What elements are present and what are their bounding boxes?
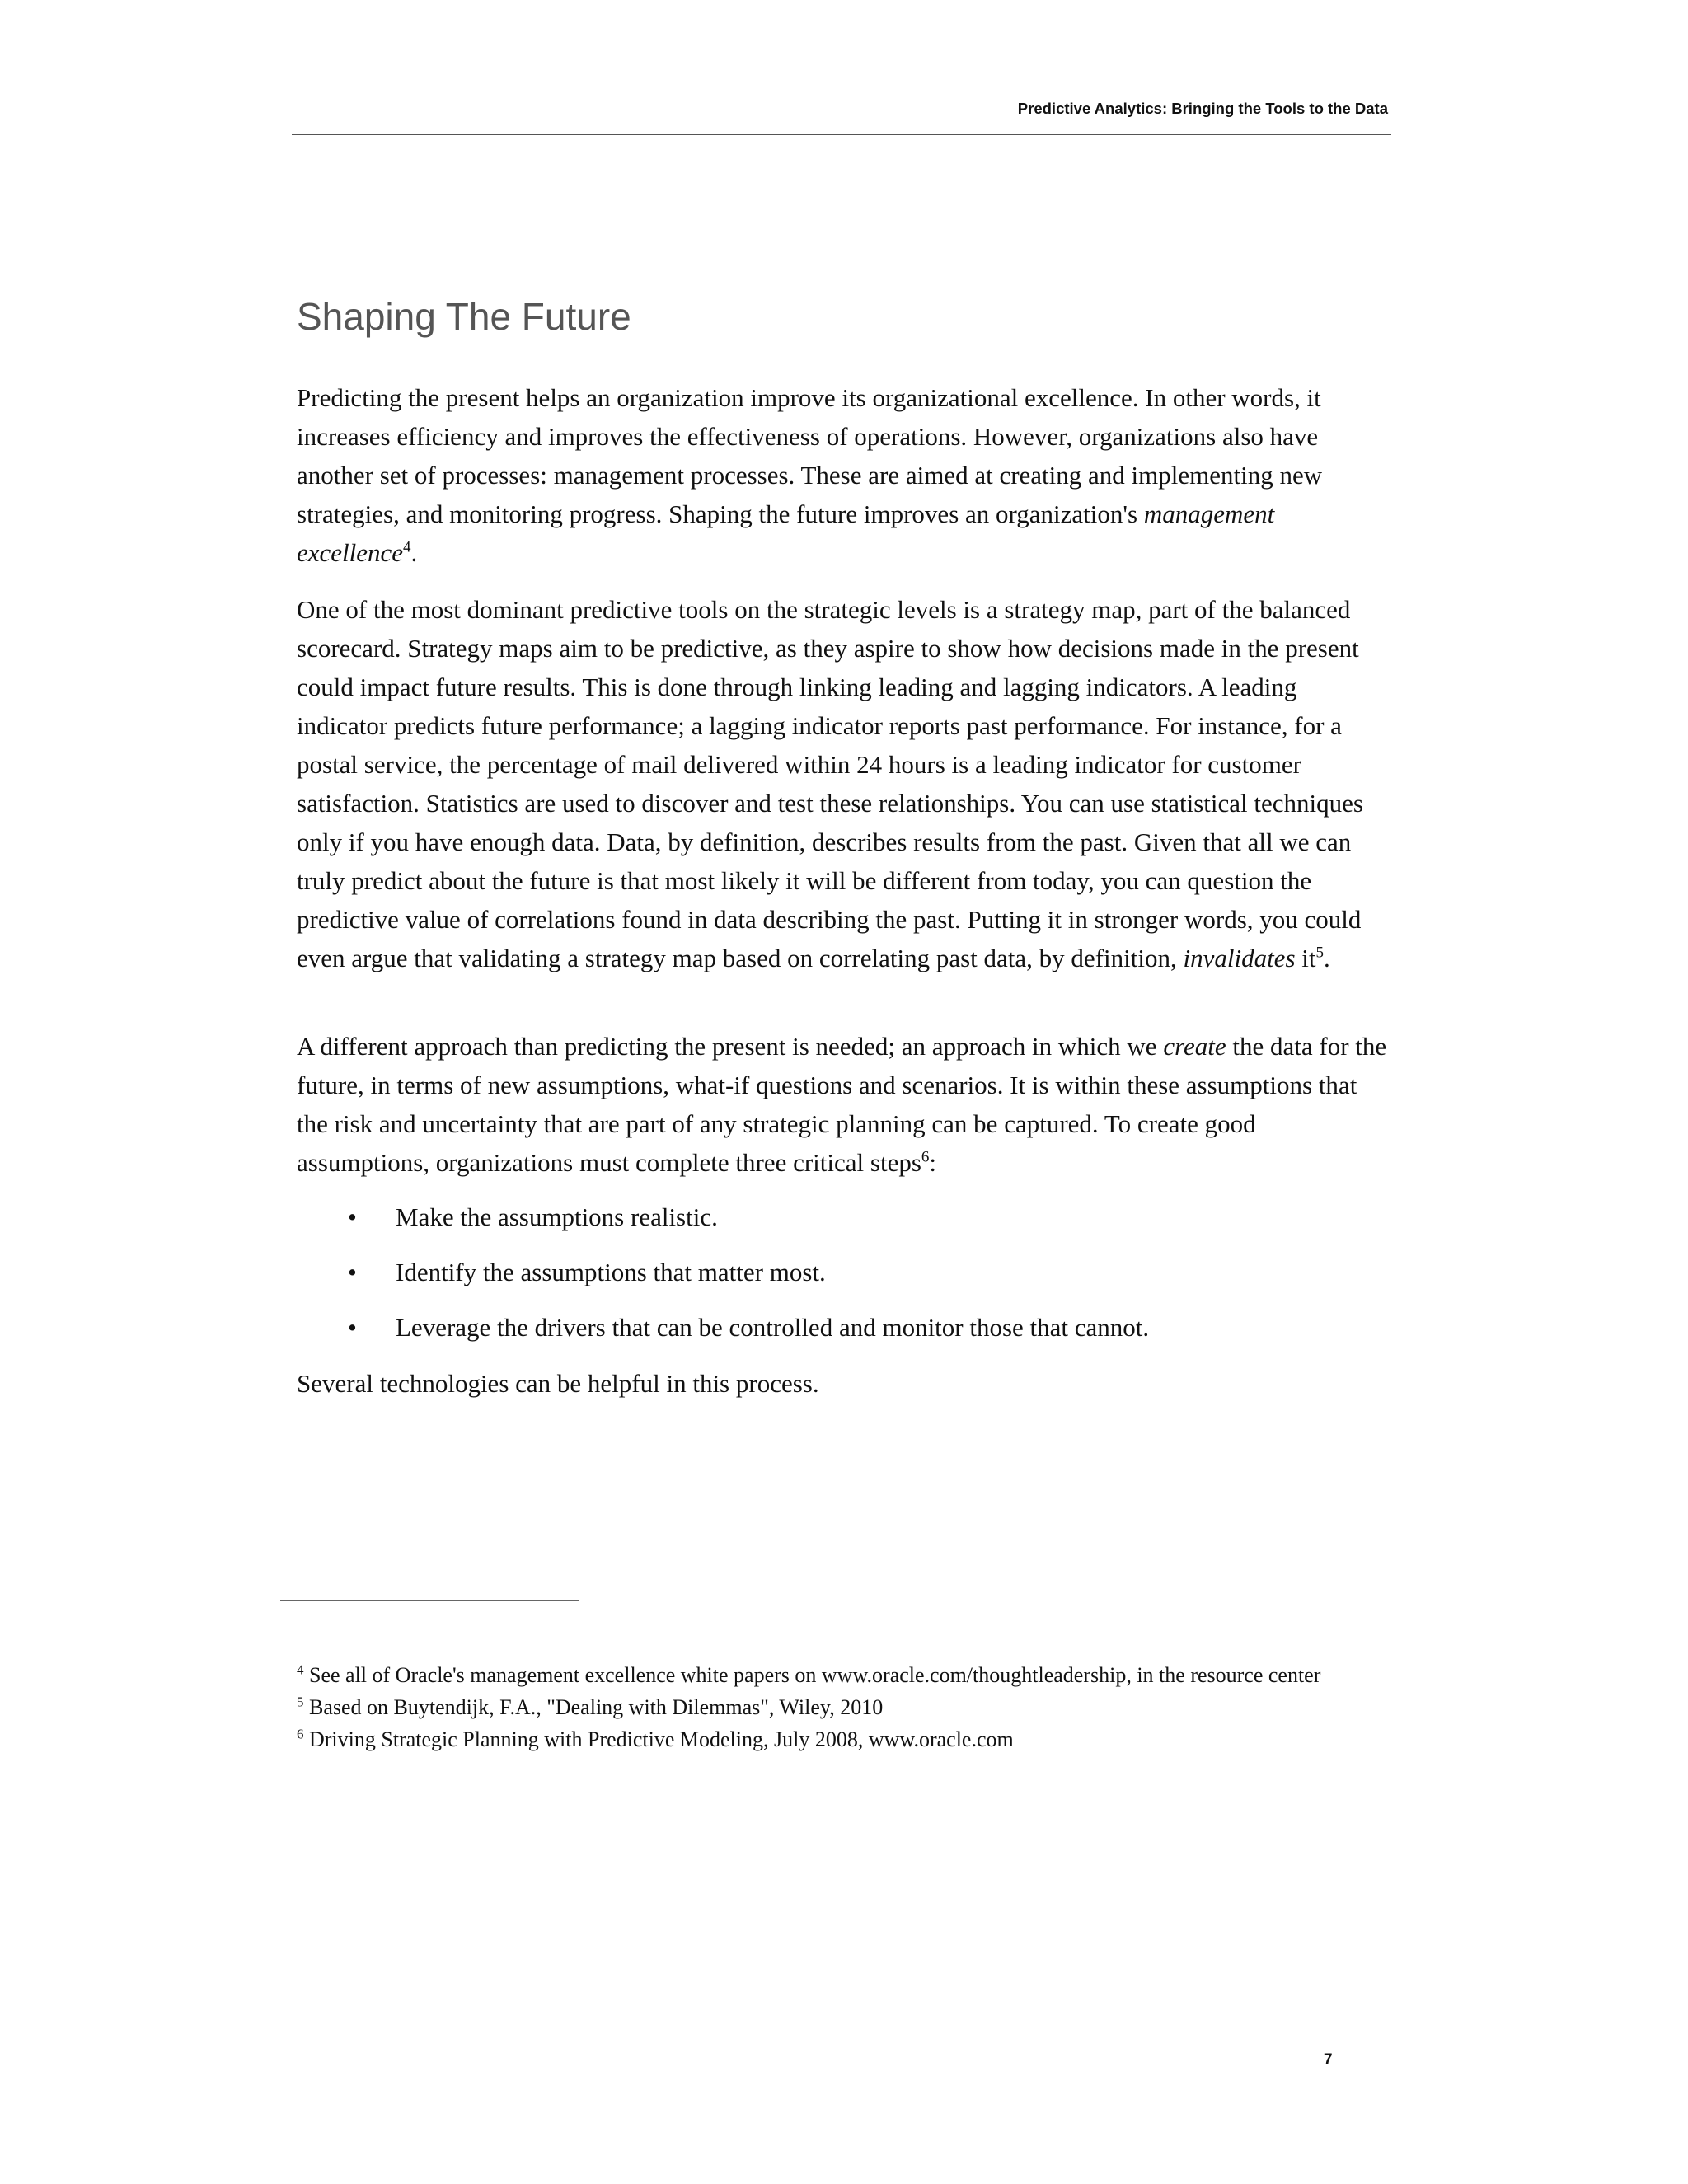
paragraph-3 [297, 1027, 1393, 1182]
page-header [292, 96, 1391, 135]
paragraph-3-text-before: A different approach than predicting the present is needed; an approach in which we [297, 1032, 1164, 1061]
paragraph-3-end: : [929, 1148, 937, 1177]
footnote-marker: 4 [297, 1661, 304, 1678]
paragraph-4: Several technologies can be helpful in this process. [297, 1369, 819, 1398]
footnotes [297, 1661, 1401, 1758]
footnote-ref-6[interactable]: 6 [921, 1148, 930, 1166]
list-item [297, 1197, 1393, 1253]
footnote-4 [297, 1661, 1401, 1689]
section-title: Shaping The Future [297, 295, 631, 338]
bullet-icon: • [348, 1202, 357, 1231]
paragraph-2 [297, 590, 1393, 977]
list-item-text: Make the assumptions realistic. [396, 1202, 718, 1231]
paragraph-3-emphasis: create [1163, 1032, 1226, 1061]
paragraph-1-end: . [410, 538, 418, 567]
list-item [297, 1253, 1393, 1308]
header-title: Predictive Analytics: Bringing the Tools to the Data [1017, 100, 1388, 117]
footnote-text: See all of Oracle's management excellence white papers on www.oracle.com/thoughtleadership, in the resource center [309, 1663, 1321, 1687]
list-item-text: Identify the assumptions that matter most. [396, 1258, 826, 1286]
bullet-icon: • [348, 1313, 357, 1342]
footnote-5 [297, 1694, 1401, 1721]
footnote-ref-4[interactable]: 4 [403, 538, 411, 556]
paragraph-2-after-emphasis: it [1295, 944, 1316, 972]
bullet-list [297, 1197, 1393, 1363]
paragraph-3-text-after: the data for the future, in terms of new assumptions, what-if questions and scenarios. It is within these assumptions that the risk and uncertainty that are part of any strategic planning can be captured. To create good assumptions, organizations must complete three critical steps [297, 1032, 1387, 1177]
paragraph-1 [297, 378, 1393, 572]
paragraph-2-end: . [1324, 944, 1330, 972]
paragraph-1-text: Predicting the present helps an organization improve its organizational excellence. In other words, it increases efficiency and improves the effectiveness of operations. However, organizations also have another set of processes: management processes. These are aimed at creating and implementing new strategies, and monitoring progress. Shaping the future improves an organization's [297, 383, 1323, 528]
paragraph-2-text: One of the most dominant predictive tools on the strategic levels is a strategy map, part of the balanced scorecard. Strategy maps aim to be predictive, as they aspire to show how decisions made in the present could impact future results. This is done through linking leading and lagging indicators. A leading indicator predicts future performance; a lagging indicator reports past performance. For instance, for a postal service, the percentage of mail delivered within 24 hours is a leading indicator for customer satisfaction. Statistics are used to discover and test these relationships. You can use statistical techniques only if you have enough data. Data, by definition, describes results from the past. Given that all we can truly predict about the future is that most likely it will be different from today, you can question the predictive value of correlations found in data describing the past. Putting it in stronger words, you could even argue that validating a strategy map based on correlating past data, by definition, [297, 595, 1363, 972]
footnote-marker: 5 [297, 1694, 304, 1710]
footnote-6 [297, 1726, 1401, 1753]
paragraph-1-emphasis: management excellence [297, 499, 1275, 567]
list-item [297, 1308, 1393, 1363]
footnote-divider [280, 1600, 579, 1601]
bullet-icon: • [348, 1258, 357, 1286]
footnote-text: Driving Strategic Planning with Predictive Modeling, July 2008, www.oracle.com [309, 1727, 1014, 1751]
footnote-marker: 6 [297, 1726, 304, 1742]
paragraph-2-emphasis: invalidates [1183, 944, 1296, 972]
footnote-ref-5[interactable]: 5 [1315, 944, 1324, 962]
list-item-text: Leverage the drivers that can be controlled and monitor those that cannot. [396, 1313, 1150, 1342]
page-number: 7 [1324, 2051, 1333, 2069]
footnote-text: Based on Buytendijk, F.A., "Dealing with Dilemmas", Wiley, 2010 [309, 1695, 884, 1719]
